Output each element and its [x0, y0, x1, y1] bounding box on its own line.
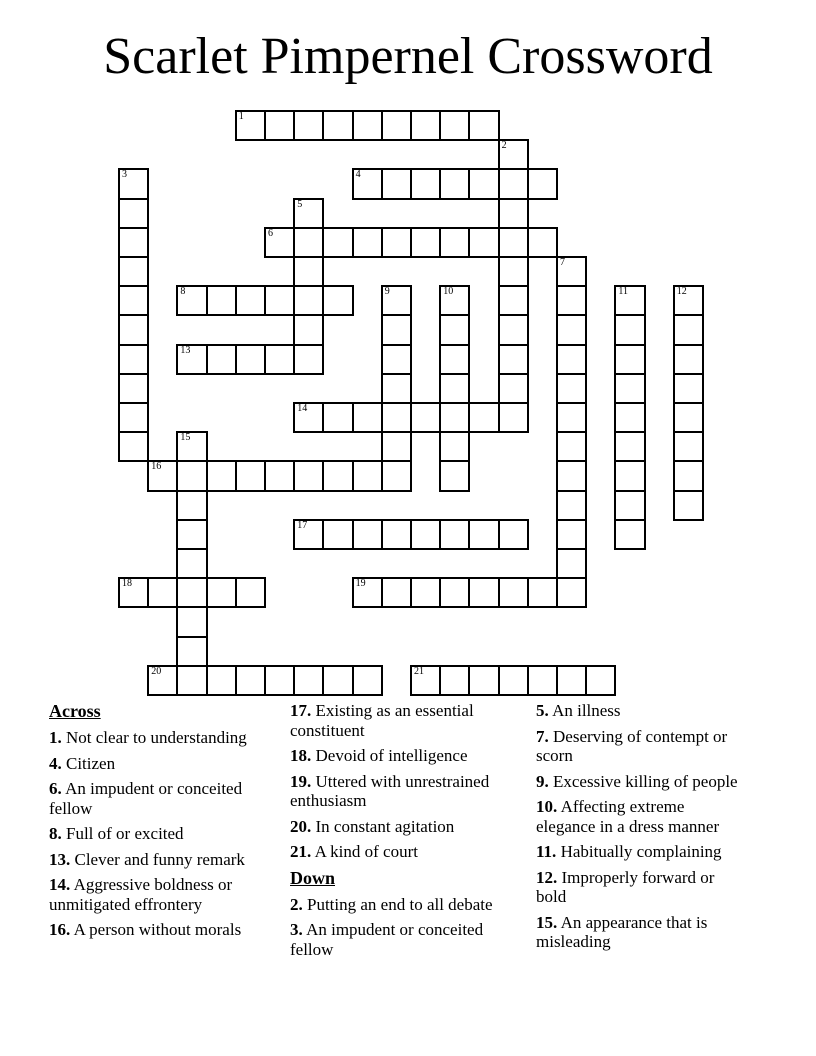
clue-text: An illness [552, 701, 621, 720]
grid-cell [352, 402, 383, 433]
grid-cell [673, 402, 704, 433]
grid-cell [439, 519, 470, 550]
cell-number: 13 [180, 344, 191, 356]
clue-text: An appearance that is misleading [536, 912, 708, 951]
grid-cell [293, 402, 324, 433]
grid-cell [498, 665, 529, 696]
clue-text: A person without morals [73, 920, 242, 939]
grid-cell [381, 577, 412, 608]
grid-cell [410, 110, 441, 141]
grid-cell [498, 519, 529, 550]
grid-cell [468, 519, 499, 550]
grid-cell [410, 665, 441, 696]
clue-item [536, 772, 742, 792]
cell-number: 4 [355, 169, 361, 181]
grid-cell [527, 577, 558, 608]
grid-cell [556, 285, 587, 316]
grid-cell [147, 577, 178, 608]
grid-cell [206, 577, 237, 608]
grid-cell [614, 344, 645, 375]
grid-cell [556, 431, 587, 462]
grid-cell [673, 344, 704, 375]
grid-cell [352, 577, 383, 608]
clue-number: 1. [49, 728, 62, 747]
clue-item [49, 779, 255, 818]
grid-cell [468, 227, 499, 258]
grid-cell [498, 227, 529, 258]
grid-cell [176, 577, 207, 608]
clue-item [49, 920, 255, 940]
grid-cell [118, 577, 149, 608]
grid-cell [410, 227, 441, 258]
grid-cell [381, 110, 412, 141]
grid-cell [176, 548, 207, 579]
clue-item [536, 797, 742, 836]
clue-number: 6. [49, 779, 62, 798]
grid-cell [439, 665, 470, 696]
grid-cell [439, 431, 470, 462]
grid-cell [293, 110, 324, 141]
grid-cell [352, 110, 383, 141]
clue-number: 18. [290, 746, 312, 765]
cell-number: 3 [122, 169, 127, 181]
grid-cell [118, 314, 149, 345]
clue-item [49, 728, 255, 748]
grid-cell [322, 519, 353, 550]
clue-text: Affecting extreme elegance in a dress manner [536, 797, 720, 836]
grid-cell [352, 665, 383, 696]
grid-cell [410, 519, 441, 550]
clue-number: 9. [536, 771, 549, 791]
grid-cell [410, 577, 441, 608]
clue-text: A kind of court [314, 842, 418, 861]
grid-cell [585, 665, 616, 696]
grid-cell [556, 519, 587, 550]
grid-cell [264, 460, 295, 491]
grid-cell [556, 314, 587, 345]
clue-item [49, 875, 255, 914]
clue-text: Aggressive boldness or unmitigated effrontery [49, 875, 233, 914]
clue-number: 19. [290, 771, 312, 791]
grid-cell [293, 314, 324, 345]
grid-cell [176, 344, 207, 375]
grid-cell [176, 490, 207, 521]
grid-cell [556, 402, 587, 433]
clue-item [536, 701, 742, 721]
clue-item [290, 746, 496, 766]
grid-cell [673, 285, 704, 316]
grid-cell [556, 577, 587, 608]
clue-text: Putting an end to all debate [307, 894, 493, 914]
grid-cell [264, 344, 295, 375]
grid-cell [498, 314, 529, 345]
clue-item [290, 817, 496, 837]
grid-cell [673, 431, 704, 462]
grid-cell [206, 344, 237, 375]
grid-cell [614, 285, 645, 316]
grid-cell [498, 373, 529, 404]
grid-cell [381, 285, 412, 316]
clue-item [536, 913, 742, 952]
grid-cell [235, 285, 266, 316]
clue-item [49, 754, 255, 774]
grid-cell [264, 227, 295, 258]
grid-cell [673, 460, 704, 491]
clue-number: 17. [290, 701, 312, 720]
grid-cell [118, 373, 149, 404]
clue-text: Devoid of intelligence [315, 746, 468, 765]
crossword-grid [118, 110, 706, 698]
clue-number: 16. [49, 920, 71, 939]
grid-cell [293, 519, 324, 550]
grid-cell [293, 285, 324, 316]
clue-text: An impudent or conceited fellow [290, 920, 484, 959]
grid-cell [176, 665, 207, 696]
cell-number: 20 [151, 665, 162, 677]
grid-cell [498, 198, 529, 229]
grid-cell [468, 402, 499, 433]
clue-item [49, 824, 255, 844]
grid-cell [673, 314, 704, 345]
cell-number: 19 [355, 578, 366, 590]
grid-cell [468, 577, 499, 608]
clue-number: 20. [290, 816, 312, 836]
grid-cell [293, 460, 324, 491]
clue-text: Full of or excited [66, 824, 184, 843]
grid-cell [176, 636, 207, 667]
grid-cell [556, 548, 587, 579]
cell-number: 17 [297, 519, 308, 531]
grid-cell [176, 519, 207, 550]
grid-cell [118, 198, 149, 229]
clue-text: An impudent or conceited fellow [49, 779, 243, 818]
clue-number: 10. [536, 797, 558, 816]
clue-text: Deserving of contempt or scorn [536, 726, 728, 765]
grid-cell [322, 460, 353, 491]
clue-column [536, 701, 742, 958]
grid-cell [235, 344, 266, 375]
grid-cell [352, 519, 383, 550]
grid-cell [527, 168, 558, 199]
grid-cell [381, 519, 412, 550]
clue-text: Improperly forward or bold [536, 867, 715, 906]
clue-number: 14. [49, 875, 71, 894]
grid-cell [614, 402, 645, 433]
grid-cell [498, 168, 529, 199]
grid-cell [176, 606, 207, 637]
grid-cell [556, 373, 587, 404]
grid-cell [614, 314, 645, 345]
grid-cell [206, 665, 237, 696]
grid-cell [176, 285, 207, 316]
grid-cell [118, 285, 149, 316]
clue-number: 8. [49, 824, 62, 843]
grid-cell [293, 344, 324, 375]
clue-item [290, 842, 496, 862]
grid-cell [614, 431, 645, 462]
grid-cell [381, 344, 412, 375]
grid-cell [468, 110, 499, 141]
grid-cell [673, 373, 704, 404]
grid-cell [352, 227, 383, 258]
cell-number: 15 [180, 432, 191, 444]
clue-number: 7. [536, 726, 549, 746]
cell-number: 18 [122, 578, 132, 590]
clue-number: 13. [49, 849, 71, 869]
grid-cell [498, 402, 529, 433]
clue-item [536, 727, 742, 766]
grid-cell [614, 490, 645, 521]
grid-cell [352, 460, 383, 491]
grid-cell [556, 344, 587, 375]
grid-cell [322, 665, 353, 696]
grid-cell [410, 402, 441, 433]
clue-number: 4. [49, 753, 62, 773]
cell-number: 14 [297, 403, 308, 414]
grid-cell [439, 577, 470, 608]
grid-cell [118, 402, 149, 433]
grid-cell [206, 285, 237, 316]
cell-number: 10 [443, 286, 454, 298]
cell-number: 6 [268, 227, 273, 239]
grid-cell [381, 460, 412, 491]
grid-cell [614, 373, 645, 404]
grid-cell [118, 256, 149, 287]
clue-number: 11. [536, 842, 557, 861]
cell-number: 8 [180, 286, 186, 298]
grid-cell [381, 402, 412, 433]
grid-cell [322, 402, 353, 433]
grid-cell [498, 285, 529, 316]
grid-cell [118, 168, 149, 199]
grid-cell [264, 285, 295, 316]
grid-cell [264, 665, 295, 696]
clue-text: Uttered with unrestrained enthusiasm [290, 771, 490, 810]
grid-cell [293, 198, 324, 229]
clue-text: Habitually complaining [560, 842, 722, 861]
grid-cell [498, 577, 529, 608]
grid-cell [235, 577, 266, 608]
grid-cell [264, 110, 295, 141]
grid-cell [147, 460, 178, 491]
clue-item [290, 772, 496, 811]
clue-number: 15. [536, 912, 558, 932]
grid-cell [235, 460, 266, 491]
grid-cell [614, 519, 645, 550]
clue-number: 12. [536, 867, 558, 887]
grid-cell [439, 227, 470, 258]
down-header: Down [290, 867, 336, 888]
grid-cell [147, 665, 178, 696]
clue-text: Not clear to understanding [66, 728, 247, 747]
grid-cell [439, 285, 470, 316]
grid-cell [176, 431, 207, 462]
cell-number: 16 [151, 461, 162, 473]
grid-cell [118, 344, 149, 375]
grid-cell [381, 227, 412, 258]
grid-cell [439, 110, 470, 141]
grid-cell [352, 168, 383, 199]
grid-cell [293, 256, 324, 287]
grid-cell [498, 344, 529, 375]
clue-item [290, 920, 496, 959]
grid-cell [322, 285, 353, 316]
grid-cell [498, 256, 529, 287]
clue-item [536, 842, 742, 862]
grid-cell [468, 168, 499, 199]
clue-item [49, 850, 255, 870]
grid-cell [527, 665, 558, 696]
clue-number: 3. [290, 920, 303, 939]
grid-cell [322, 110, 353, 141]
grid-cell [381, 314, 412, 345]
grid-cell [439, 344, 470, 375]
grid-cell [673, 490, 704, 521]
grid-cell [206, 460, 237, 491]
grid-cell [322, 227, 353, 258]
clue-text: Clever and funny remark [74, 849, 245, 869]
grid-cell [468, 665, 499, 696]
clue-number: 2. [290, 894, 303, 914]
grid-cell [439, 373, 470, 404]
grid-cell [176, 460, 207, 491]
cell-number: 7 [560, 257, 565, 268]
clue-column [290, 701, 496, 965]
grid-cell [439, 168, 470, 199]
cell-number: 2 [501, 140, 507, 152]
grid-cell [556, 665, 587, 696]
cell-number: 1 [238, 111, 244, 122]
cell-number: 5 [297, 198, 303, 210]
clue-item [536, 868, 742, 907]
grid-cell [614, 460, 645, 491]
grid-cell [439, 402, 470, 433]
cell-number: 12 [676, 286, 687, 298]
grid-cell [235, 665, 266, 696]
grid-cell [293, 227, 324, 258]
clue-text: In constant agitation [315, 816, 455, 836]
clue-text: Citizen [66, 753, 116, 773]
clue-column [49, 701, 255, 946]
grid-cell [527, 227, 558, 258]
grid-cell [439, 314, 470, 345]
grid-cell [498, 139, 529, 170]
clue-item [290, 895, 496, 915]
across-header: Across [49, 701, 101, 721]
clue-text: Existing as an essential constituent [290, 701, 474, 740]
grid-cell [381, 373, 412, 404]
clue-number: 21. [290, 842, 312, 861]
clue-text: Excessive killing of people [553, 771, 738, 791]
grid-cell [556, 490, 587, 521]
clue-item [290, 701, 496, 740]
grid-cell [556, 460, 587, 491]
grid-cell [556, 256, 587, 287]
grid-cell [381, 168, 412, 199]
grid-cell [439, 460, 470, 491]
cell-number: 11 [618, 286, 629, 298]
grid-cell [235, 110, 266, 141]
clue-number: 5. [536, 701, 549, 720]
cell-number: 9 [384, 286, 390, 298]
grid-cell [118, 227, 149, 258]
page-title: Scarlet Pimpernel Crossword [103, 28, 713, 85]
grid-cell [410, 168, 441, 199]
grid-cell [118, 431, 149, 462]
cell-number: 21 [414, 665, 424, 677]
grid-cell [293, 665, 324, 696]
grid-cell [381, 431, 412, 462]
